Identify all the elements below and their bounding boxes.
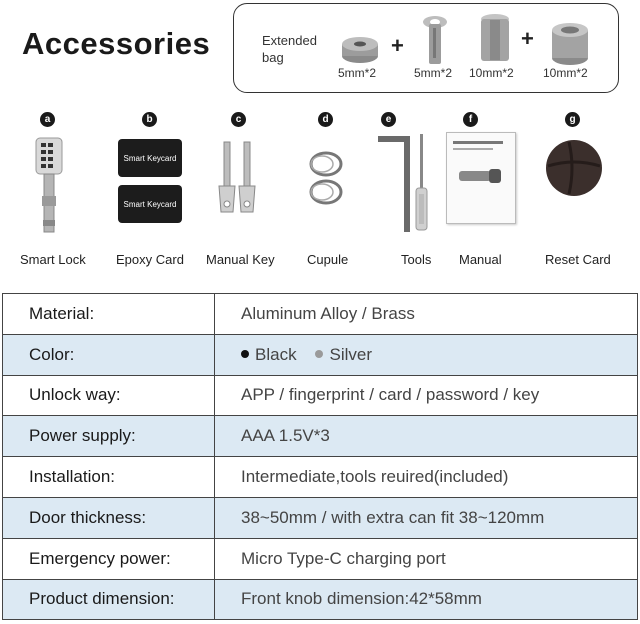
plus-sign-1: + — [391, 33, 404, 58]
accessory-label-smart-lock: Smart Lock — [20, 252, 86, 267]
accessory-label-manual: Manual — [459, 252, 502, 267]
smart-lock-image — [30, 136, 70, 236]
spec-key: Unlock way: — [3, 375, 215, 416]
spec-value: AAA 1.5V*3 — [215, 416, 638, 457]
spec-key: Power supply: — [3, 416, 215, 457]
badge-b: b — [142, 112, 157, 127]
spec-row-color — [3, 334, 638, 375]
badge-d: d — [318, 112, 333, 127]
accessory-label-cupule: Cupule — [307, 252, 349, 267]
spec-key: Installation: — [3, 457, 215, 498]
color-black-label: Black — [255, 344, 297, 364]
manual-key-image — [214, 140, 264, 218]
spec-row-unlock-way — [3, 375, 638, 416]
spec-value: Micro Type-C charging port — [215, 538, 638, 579]
spec-value: Intermediate,tools reuired(included) — [215, 457, 638, 498]
spec-row-installation — [3, 457, 638, 498]
spec-row-power-supply — [3, 416, 638, 457]
part-caption-1: 5mm*2 — [338, 66, 377, 80]
silver-dot-icon — [315, 350, 323, 358]
black-dot-icon — [241, 350, 249, 358]
extension-sleeve-5mm-image — [418, 14, 452, 66]
reset-card-image — [543, 138, 605, 198]
spec-key: Product dimension: — [3, 579, 215, 620]
badge-e: e — [381, 112, 396, 127]
epoxy-card-2: Smart Keycard — [118, 185, 182, 223]
spec-key: Door thickness: — [3, 497, 215, 538]
spec-row-product-dimension — [3, 579, 638, 620]
spacer-ring-10mm-image — [549, 20, 591, 66]
extension-sleeve-10mm-image — [478, 12, 512, 66]
accessory-label-tools: Tools — [401, 252, 432, 267]
spec-key: Color: — [3, 334, 215, 375]
accessory-label-epoxy-card: Epoxy Card — [116, 252, 184, 267]
page-title: Accessories — [22, 26, 211, 61]
spec-key: Material: — [3, 294, 215, 335]
part-caption-4: 10mm*2 — [543, 66, 588, 80]
extended-bag-label: Extended bag — [262, 33, 317, 65]
spacer-ring-5mm-image — [338, 30, 382, 66]
part-caption-3: 10mm*2 — [469, 66, 514, 80]
spec-key: Emergency power: — [3, 538, 215, 579]
spec-value-colors — [215, 334, 638, 375]
spec-value: APP / fingerprint / card / password / key — [215, 375, 638, 416]
tools-image — [372, 132, 442, 240]
spec-value: Aluminum Alloy / Brass — [215, 294, 638, 335]
spec-row-emergency-power — [3, 538, 638, 579]
spec-row-material — [3, 294, 638, 335]
badge-f: f — [463, 112, 478, 127]
badge-g: g — [565, 112, 580, 127]
spec-table — [2, 293, 638, 620]
manual-image — [446, 132, 516, 224]
color-silver-label: Silver — [329, 344, 372, 364]
plus-sign-2: + — [521, 26, 534, 51]
badge-a: a — [40, 112, 55, 127]
badge-c: c — [231, 112, 246, 127]
cupule-image — [302, 150, 348, 210]
accessory-label-manual-key: Manual Key — [206, 252, 275, 267]
spec-value: 38~50mm / with extra can fit 38~120mm — [215, 497, 638, 538]
spec-row-door-thickness — [3, 497, 638, 538]
epoxy-card-1: Smart Keycard — [118, 139, 182, 177]
part-caption-2: 5mm*2 — [414, 66, 453, 80]
accessory-label-reset-card: Reset Card — [545, 252, 611, 267]
spec-value: Front knob dimension:42*58mm — [215, 579, 638, 620]
